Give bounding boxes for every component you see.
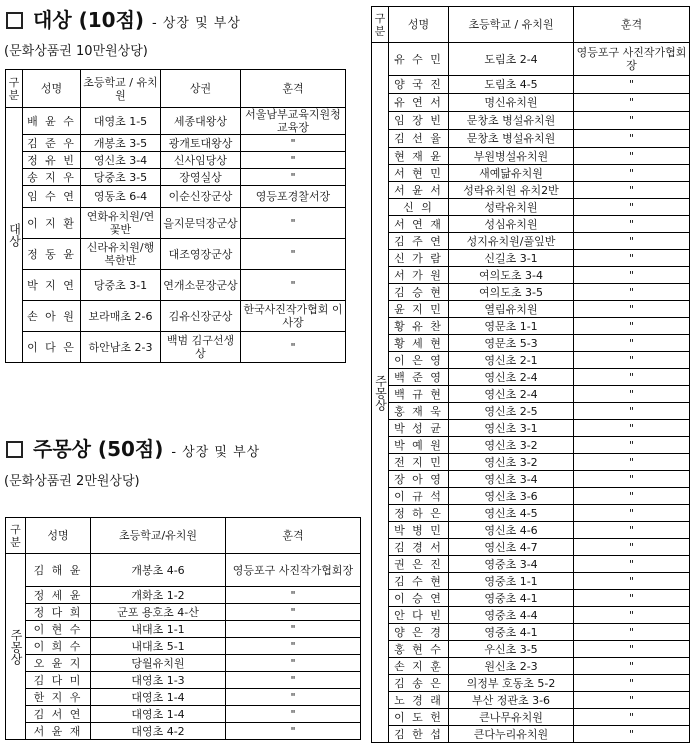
table-cell: 영동초 6-4 bbox=[81, 186, 161, 208]
table-cell: 명신유치원 bbox=[449, 94, 574, 112]
table-cell: 백범 김구선생상 bbox=[161, 332, 241, 363]
table-cell: " bbox=[574, 182, 690, 199]
table-row bbox=[372, 352, 690, 369]
table-cell: 연화유치원/연꽃반 bbox=[81, 208, 161, 239]
table-row bbox=[372, 182, 690, 199]
name-cell: 정 다 희 bbox=[26, 604, 91, 621]
table-cell: " bbox=[574, 284, 690, 301]
table-cell: 영등포구 사진작가협회장 bbox=[226, 554, 361, 587]
table-row bbox=[372, 130, 690, 148]
table-cell: 성락유치원 bbox=[449, 199, 574, 216]
table-row bbox=[372, 199, 690, 216]
table-row bbox=[372, 454, 690, 471]
column-header: 구분 bbox=[372, 7, 389, 43]
table-cell: " bbox=[574, 454, 690, 471]
table-cell: 연개소문장군상 bbox=[161, 270, 241, 301]
table-cell: " bbox=[574, 352, 690, 369]
table-cell: " bbox=[574, 709, 690, 726]
table-cell: 서울남부교육지원청 교육장 bbox=[241, 108, 346, 135]
table-cell: " bbox=[574, 573, 690, 590]
section1-subtitle: - 상장 및 부상 bbox=[152, 16, 241, 31]
jumong-prize-table-right bbox=[371, 6, 690, 743]
table-cell: " bbox=[226, 689, 361, 706]
table-row bbox=[6, 301, 346, 332]
section2-title: 주몽상 (50점) bbox=[33, 437, 164, 461]
table-cell: " bbox=[574, 216, 690, 233]
section1-prize: (문화상품권 10만원상당) bbox=[4, 44, 148, 59]
name-cell: 김 준 우 bbox=[23, 135, 81, 152]
table-cell: 문창초 병설유치원 bbox=[449, 112, 574, 130]
table-cell: " bbox=[574, 556, 690, 573]
table-row bbox=[6, 270, 346, 301]
table-cell: " bbox=[226, 672, 361, 689]
name-cell: 오 윤 지 bbox=[26, 655, 91, 672]
table-cell: " bbox=[241, 208, 346, 239]
name-cell: 신 가 람 bbox=[389, 250, 449, 267]
table-cell: 대영초 1-4 bbox=[91, 706, 226, 723]
table-cell: " bbox=[574, 112, 690, 130]
table-cell: " bbox=[574, 692, 690, 709]
table-row bbox=[372, 726, 690, 743]
table-row bbox=[372, 165, 690, 182]
table-cell: 영신초 2-1 bbox=[449, 352, 574, 369]
table-cell: 여의도초 3-5 bbox=[449, 284, 574, 301]
table-cell: " bbox=[574, 420, 690, 437]
table-row bbox=[372, 437, 690, 454]
table-cell: 영등포구 사진작가협회장 bbox=[574, 43, 690, 76]
table-row bbox=[6, 689, 361, 706]
table-row bbox=[372, 641, 690, 658]
table-cell: 신사임당상 bbox=[161, 152, 241, 169]
table-row bbox=[372, 522, 690, 539]
name-cell: 이 현 수 bbox=[26, 621, 91, 638]
name-cell: 배 윤 수 bbox=[23, 108, 81, 135]
table-cell: 영신초 4-7 bbox=[449, 539, 574, 556]
name-cell: 백 준 영 bbox=[389, 369, 449, 386]
table-row bbox=[372, 94, 690, 112]
table-row bbox=[6, 706, 361, 723]
table-row bbox=[372, 301, 690, 318]
table-row bbox=[6, 554, 361, 587]
table-cell: 장영실상 bbox=[161, 169, 241, 186]
column-header: 상권 bbox=[161, 70, 241, 108]
table-cell: 개봉초 4-6 bbox=[91, 554, 226, 587]
name-cell: 김 주 연 bbox=[389, 233, 449, 250]
name-cell: 유 수 민 bbox=[389, 43, 449, 76]
column-header: 훈격 bbox=[574, 7, 690, 43]
section2-subtitle: - 상장 및 부상 bbox=[171, 445, 261, 460]
table-cell: " bbox=[574, 130, 690, 148]
name-cell: 이 희 수 bbox=[26, 638, 91, 655]
name-cell: 임 수 연 bbox=[23, 186, 81, 208]
table-cell: 영문초 5-3 bbox=[449, 335, 574, 352]
table-cell: 영신초 3-4 bbox=[81, 152, 161, 169]
table-cell: " bbox=[574, 403, 690, 420]
table-cell: " bbox=[241, 152, 346, 169]
name-cell: 노 경 래 bbox=[389, 692, 449, 709]
table-row bbox=[372, 556, 690, 573]
table-row bbox=[6, 208, 346, 239]
table-cell: " bbox=[574, 624, 690, 641]
table-cell: " bbox=[574, 267, 690, 284]
table-cell: 영등포경찰서장 bbox=[241, 186, 346, 208]
table-row bbox=[372, 267, 690, 284]
table-row bbox=[6, 135, 346, 152]
name-cell: 서 윤 서 bbox=[389, 182, 449, 199]
table-row bbox=[372, 624, 690, 641]
table-row bbox=[372, 369, 690, 386]
name-cell: 김 한 섭 bbox=[389, 726, 449, 743]
table-cell: 영중초 1-1 bbox=[449, 573, 574, 590]
table-cell: 의정부 호동초 5-2 bbox=[449, 675, 574, 692]
checkbox-square-icon bbox=[6, 441, 23, 458]
table-cell: 이순신장군상 bbox=[161, 186, 241, 208]
table-cell: " bbox=[226, 587, 361, 604]
name-cell: 정 하 은 bbox=[389, 505, 449, 522]
name-cell: 서 연 재 bbox=[389, 216, 449, 233]
table-cell: " bbox=[574, 369, 690, 386]
column-header: 성명 bbox=[23, 70, 81, 108]
table-cell: 영중초 4-1 bbox=[449, 590, 574, 607]
name-cell: 서 윤 재 bbox=[26, 723, 91, 740]
category-cell: 대상 bbox=[6, 108, 23, 363]
column-header: 구분 bbox=[6, 70, 23, 108]
table-row bbox=[372, 471, 690, 488]
table-row bbox=[372, 233, 690, 250]
table-cell: " bbox=[241, 270, 346, 301]
name-cell: 김 다 미 bbox=[26, 672, 91, 689]
name-cell: 황 유 찬 bbox=[389, 318, 449, 335]
table-cell: " bbox=[574, 658, 690, 675]
table-cell: " bbox=[574, 505, 690, 522]
name-cell: 이 승 연 bbox=[389, 590, 449, 607]
name-cell: 양 은 경 bbox=[389, 624, 449, 641]
table-cell: 하안남초 2-3 bbox=[81, 332, 161, 363]
name-cell: 현 재 윤 bbox=[389, 148, 449, 165]
section1-title: 대상 (10점) bbox=[33, 8, 145, 32]
table-row bbox=[6, 169, 346, 186]
table-cell: 성심유치원 bbox=[449, 216, 574, 233]
table-cell: " bbox=[226, 655, 361, 672]
name-cell: 이 은 영 bbox=[389, 352, 449, 369]
table-cell: 성지유치원/풀잎반 bbox=[449, 233, 574, 250]
table-cell: 광개토대왕상 bbox=[161, 135, 241, 152]
name-cell: 이 지 환 bbox=[23, 208, 81, 239]
table-cell: " bbox=[574, 301, 690, 318]
table-cell: 신길초 3-1 bbox=[449, 250, 574, 267]
table-row bbox=[372, 250, 690, 267]
section1-heading bbox=[6, 4, 241, 33]
table-cell: 우신초 3-5 bbox=[449, 641, 574, 658]
table-row bbox=[372, 112, 690, 130]
table-cell: 영신초 3-4 bbox=[449, 471, 574, 488]
name-cell: 손 지 훈 bbox=[389, 658, 449, 675]
column-header: 구분 bbox=[6, 518, 26, 554]
table-cell: 영신초 2-4 bbox=[449, 386, 574, 403]
table-cell: " bbox=[574, 94, 690, 112]
table-cell: 영중초 4-1 bbox=[449, 624, 574, 641]
table-cell: " bbox=[226, 604, 361, 621]
category-cell: 주몽상 bbox=[6, 554, 26, 740]
column-header: 초등학교 / 유치원 bbox=[81, 70, 161, 108]
name-cell: 안 다 빈 bbox=[389, 607, 449, 624]
table-cell: " bbox=[574, 386, 690, 403]
checkbox-square-icon bbox=[6, 12, 23, 29]
table-row bbox=[6, 239, 346, 270]
name-cell: 권 은 진 bbox=[389, 556, 449, 573]
name-cell: 윤 지 민 bbox=[389, 301, 449, 318]
table-row bbox=[372, 43, 690, 76]
section2-prize: (문화상품권 2만원상당) bbox=[4, 474, 140, 489]
table-row bbox=[372, 386, 690, 403]
table-cell: " bbox=[226, 723, 361, 740]
table-cell: 원신초 2-3 bbox=[449, 658, 574, 675]
name-cell: 김 선 율 bbox=[389, 130, 449, 148]
table-cell: " bbox=[574, 250, 690, 267]
table-cell: " bbox=[574, 641, 690, 658]
table-cell: 당중초 3-1 bbox=[81, 270, 161, 301]
table-cell: 을지문덕장군상 bbox=[161, 208, 241, 239]
table-cell: 대영초 1-3 bbox=[91, 672, 226, 689]
table-row bbox=[372, 76, 690, 94]
name-cell: 백 규 현 bbox=[389, 386, 449, 403]
table-cell: " bbox=[574, 607, 690, 624]
table-row bbox=[372, 284, 690, 301]
table-cell: " bbox=[241, 135, 346, 152]
table-row bbox=[372, 420, 690, 437]
table-cell: " bbox=[574, 437, 690, 454]
table-cell: 한국사진작가협회 이사장 bbox=[241, 301, 346, 332]
table-row bbox=[372, 148, 690, 165]
table-cell: " bbox=[574, 76, 690, 94]
table-row bbox=[6, 332, 346, 363]
table-cell: " bbox=[226, 638, 361, 655]
name-cell: 김 송 은 bbox=[389, 675, 449, 692]
column-header: 초등학교 / 유치원 bbox=[449, 7, 574, 43]
table-cell: 큰다누리유치원 bbox=[449, 726, 574, 743]
table-cell: 개봉초 3-5 bbox=[81, 135, 161, 152]
table-cell: 도림초 2-4 bbox=[449, 43, 574, 76]
name-cell: 정 세 윤 bbox=[26, 587, 91, 604]
table-row bbox=[6, 108, 346, 135]
name-cell: 전 지 민 bbox=[389, 454, 449, 471]
table-cell: 신라유치원/행복한반 bbox=[81, 239, 161, 270]
name-cell: 김 경 서 bbox=[389, 539, 449, 556]
table-row bbox=[372, 403, 690, 420]
table-row bbox=[372, 505, 690, 522]
jumong-prize-table-left bbox=[5, 517, 361, 740]
table-row bbox=[372, 607, 690, 624]
table-cell: " bbox=[574, 233, 690, 250]
table-row bbox=[372, 488, 690, 505]
name-cell: 한 지 우 bbox=[26, 689, 91, 706]
table-cell: 영신초 2-5 bbox=[449, 403, 574, 420]
grand-prize-table bbox=[5, 69, 346, 363]
table-cell: 문창초 병설유치원 bbox=[449, 130, 574, 148]
table-cell: " bbox=[574, 471, 690, 488]
name-cell: 손 아 원 bbox=[23, 301, 81, 332]
table-cell: " bbox=[574, 590, 690, 607]
name-cell: 서 현 민 bbox=[389, 165, 449, 182]
category-cell: 주몽상 bbox=[372, 43, 389, 743]
table-row bbox=[372, 675, 690, 692]
table-row bbox=[6, 655, 361, 672]
table-cell: 영문초 1-1 bbox=[449, 318, 574, 335]
column-header: 성명 bbox=[389, 7, 449, 43]
table-row bbox=[372, 573, 690, 590]
table-cell: 영신초 3-1 bbox=[449, 420, 574, 437]
name-cell: 장 아 영 bbox=[389, 471, 449, 488]
table-cell: 큰나무유치원 bbox=[449, 709, 574, 726]
table-cell: 새예닮유치원 bbox=[449, 165, 574, 182]
name-cell: 임 장 빈 bbox=[389, 112, 449, 130]
table-cell: 부원병설유치원 bbox=[449, 148, 574, 165]
name-cell: 박 지 연 bbox=[23, 270, 81, 301]
name-cell: 양 국 진 bbox=[389, 76, 449, 94]
table-cell: 영신초 3-2 bbox=[449, 454, 574, 471]
table-row bbox=[372, 335, 690, 352]
name-cell: 김 서 연 bbox=[26, 706, 91, 723]
table-cell: " bbox=[226, 706, 361, 723]
name-cell: 홍 현 수 bbox=[389, 641, 449, 658]
table-row bbox=[6, 186, 346, 208]
name-cell: 김 해 윤 bbox=[26, 554, 91, 587]
table-cell: 도림초 4-5 bbox=[449, 76, 574, 94]
table-row bbox=[6, 152, 346, 169]
name-cell: 김 승 현 bbox=[389, 284, 449, 301]
table-row bbox=[6, 638, 361, 655]
column-header: 초등학교/유치원 bbox=[91, 518, 226, 554]
table-row bbox=[372, 318, 690, 335]
table-cell: " bbox=[574, 488, 690, 505]
table-cell: " bbox=[574, 726, 690, 743]
table-cell: 군포 용호초 4-산 bbox=[91, 604, 226, 621]
table-cell: " bbox=[241, 169, 346, 186]
table-row bbox=[372, 692, 690, 709]
table-cell: " bbox=[574, 335, 690, 352]
table-cell: 대조영장군상 bbox=[161, 239, 241, 270]
table-cell: 영중초 3-4 bbox=[449, 556, 574, 573]
name-cell: 이 다 은 bbox=[23, 332, 81, 363]
table-row bbox=[372, 658, 690, 675]
table-cell: " bbox=[574, 199, 690, 216]
name-cell: 정 동 윤 bbox=[23, 239, 81, 270]
table-cell: " bbox=[241, 332, 346, 363]
table-cell: 보라매초 2-6 bbox=[81, 301, 161, 332]
name-cell: 이 도 헌 bbox=[389, 709, 449, 726]
table-cell: " bbox=[574, 539, 690, 556]
table-cell: 당중초 3-5 bbox=[81, 169, 161, 186]
table-cell: 열림유치원 bbox=[449, 301, 574, 318]
table-cell: 영신초 3-2 bbox=[449, 437, 574, 454]
table-cell: 여의도초 3-4 bbox=[449, 267, 574, 284]
name-cell: 정 유 빈 bbox=[23, 152, 81, 169]
table-cell: 당월유치원 bbox=[91, 655, 226, 672]
table-cell: 내대초 1-1 bbox=[91, 621, 226, 638]
table-cell: " bbox=[574, 165, 690, 182]
table-cell: 영신초 4-6 bbox=[449, 522, 574, 539]
table-row bbox=[372, 539, 690, 556]
column-header: 훈격 bbox=[226, 518, 361, 554]
table-cell: " bbox=[241, 239, 346, 270]
column-header: 성명 bbox=[26, 518, 91, 554]
table-row bbox=[372, 590, 690, 607]
column-header: 훈격 bbox=[241, 70, 346, 108]
name-cell: 서 가 원 bbox=[389, 267, 449, 284]
name-cell: 송 지 우 bbox=[23, 169, 81, 186]
table-row bbox=[372, 709, 690, 726]
table-cell: 세종대왕상 bbox=[161, 108, 241, 135]
table-cell: 영중초 4-4 bbox=[449, 607, 574, 624]
name-cell: 박 병 민 bbox=[389, 522, 449, 539]
name-cell: 김 수 현 bbox=[389, 573, 449, 590]
name-cell: 이 규 석 bbox=[389, 488, 449, 505]
table-row bbox=[372, 216, 690, 233]
name-cell: 유 연 서 bbox=[389, 94, 449, 112]
table-row bbox=[6, 587, 361, 604]
name-cell: 신 의 bbox=[389, 199, 449, 216]
name-cell: 황 세 현 bbox=[389, 335, 449, 352]
table-cell: 대영초 1-4 bbox=[91, 689, 226, 706]
table-cell: 김유신장군상 bbox=[161, 301, 241, 332]
table-cell: 대영초 1-5 bbox=[81, 108, 161, 135]
table-cell: " bbox=[574, 675, 690, 692]
table-row bbox=[6, 604, 361, 621]
table-cell: " bbox=[574, 148, 690, 165]
table-cell: " bbox=[574, 318, 690, 335]
name-cell: 홍 재 욱 bbox=[389, 403, 449, 420]
name-cell: 박 예 원 bbox=[389, 437, 449, 454]
table-cell: 영신초 4-5 bbox=[449, 505, 574, 522]
table-cell: 내대초 5-1 bbox=[91, 638, 226, 655]
table-row bbox=[6, 723, 361, 740]
table-cell: 영신초 3-6 bbox=[449, 488, 574, 505]
table-cell: 부산 정관초 3-6 bbox=[449, 692, 574, 709]
table-cell: " bbox=[226, 621, 361, 638]
table-cell: 영신초 2-4 bbox=[449, 369, 574, 386]
table-cell: 성락유치원 유치2반 bbox=[449, 182, 574, 199]
table-cell: 대영초 4-2 bbox=[91, 723, 226, 740]
table-cell: " bbox=[574, 522, 690, 539]
table-row bbox=[6, 672, 361, 689]
table-cell: 개화초 1-2 bbox=[91, 587, 226, 604]
table-row bbox=[6, 621, 361, 638]
name-cell: 박 성 균 bbox=[389, 420, 449, 437]
section2-heading bbox=[6, 433, 260, 462]
